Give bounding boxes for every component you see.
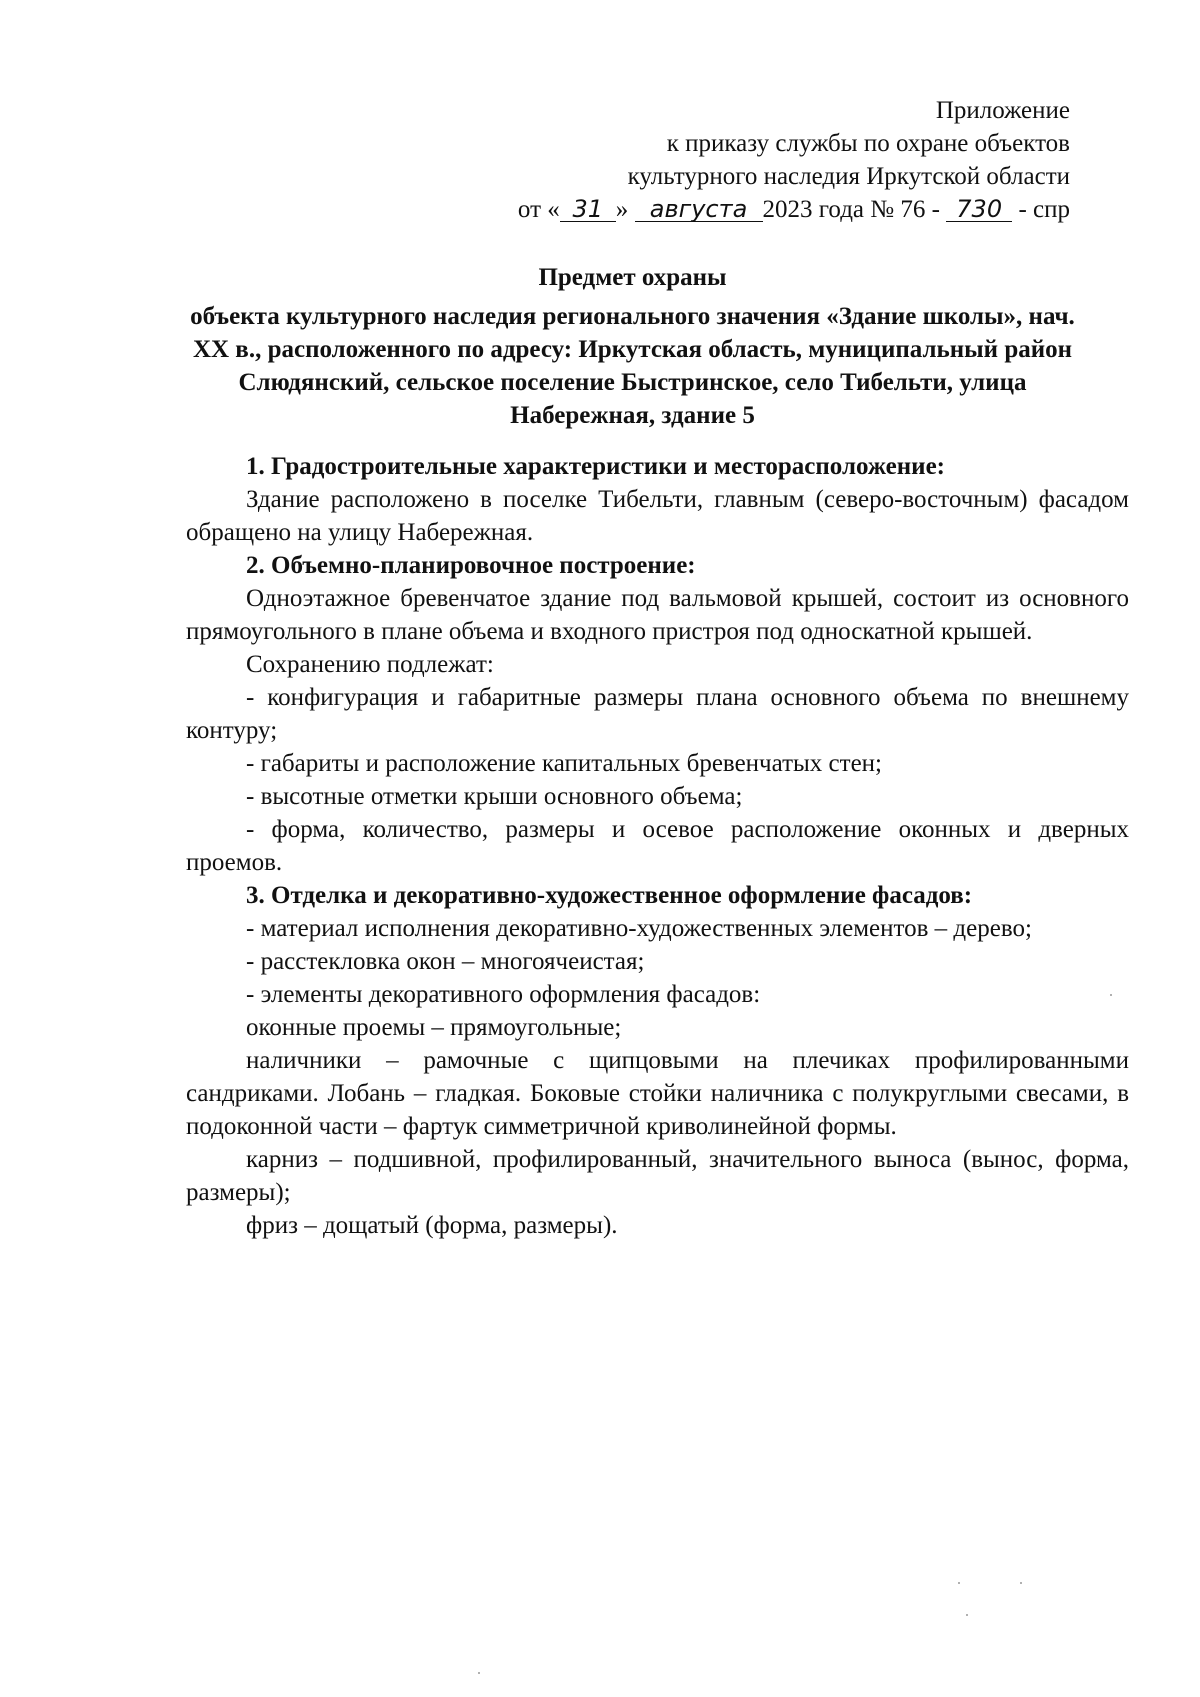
appendix-label: Приложение xyxy=(935,97,1070,124)
date-day-handwritten: 31 xyxy=(560,197,616,222)
section-1-text: Здание расположено в поселке Тибельти, главным (северо-восточным) фасадом обращено на улицу Набережная. xyxy=(186,486,1129,546)
section-3-item: - материал исполнения декоративно-художественных элементов – дерево; xyxy=(246,915,1032,942)
scan-speck xyxy=(958,1582,960,1584)
section-2-item: - высотные отметки крыши основного объема; xyxy=(246,783,743,810)
section-2-text: Одноэтажное бревенчатое здание под вальмовой крышей, состоит из основного прямоугольного в плане объема и входного пристроя под односкатной крышей. xyxy=(186,585,1129,645)
scan-speck xyxy=(1020,1582,1022,1584)
section-3-item: оконные проемы – прямоугольные; xyxy=(246,1014,622,1041)
scan-speck xyxy=(966,1614,968,1616)
order-number-handwritten: 730 xyxy=(946,197,1012,222)
document-body xyxy=(186,450,1129,1242)
section-3-item: - расстекловка окон – многоячеистая; xyxy=(246,948,645,975)
section-2-heading: 2. Объемно-планировочное построение: xyxy=(246,552,696,579)
appendix-authority: культурного наследия Иркутской области xyxy=(627,163,1070,190)
section-2-item: - конфигурация и габаритные размеры плана основного объема по внешнему контуру; xyxy=(186,684,1129,744)
section-3-item: - элементы декоративного оформления фасадов: xyxy=(246,981,761,1008)
order-suffix: - спр xyxy=(1018,196,1070,223)
title-main: Предмет охраны xyxy=(538,264,727,291)
appendix-header xyxy=(518,94,1070,226)
scan-speck xyxy=(1110,994,1112,996)
date-prefix: от « xyxy=(517,196,560,223)
date-mid: » xyxy=(615,196,629,223)
date-year-text: 2023 года № 76 - xyxy=(762,196,940,223)
section-3-item: наличники – рамочные с щипцовыми на плечиках профилированными сандриками. Лобань – гладкая. Боковые стойки наличника с полукруглыми свесами, в подоконной части – фартук симметричной криволинейной формы. xyxy=(186,1047,1129,1140)
section-3-item: фриз – дощатый (форма, размеры). xyxy=(246,1212,618,1239)
section-3-item: карниз – подшивной, профилированный, значительного выноса (вынос, форма, размеры); xyxy=(186,1146,1129,1206)
appendix-date-line xyxy=(518,193,1070,226)
scan-speck xyxy=(478,1672,480,1674)
date-month-handwritten: августа xyxy=(635,197,763,222)
section-1-heading: 1. Градостроительные характеристики и месторасположение: xyxy=(246,453,945,480)
section-2-preserve-label: Сохранению подлежат: xyxy=(246,651,494,678)
section-2-item: - габариты и расположение капитальных бревенчатых стен; xyxy=(246,750,882,777)
title-subtitle: объекта культурного наследия регионального значения «Здание школы», нач. XX в., расположенного по адресу: Иркутская область, муниципальный район Слюдянский, сельское поселение Быстринское, село Тибельти, улица Набережная, здание 5 xyxy=(190,303,1075,429)
section-2-item: - форма, количество, размеры и осевое расположение оконных и дверных проемов. xyxy=(186,816,1129,876)
document-title xyxy=(180,261,1085,432)
appendix-order-ref: к приказу службы по охране объектов xyxy=(666,130,1070,157)
section-3-heading: 3. Отделка и декоративно-художественное оформление фасадов: xyxy=(246,882,973,909)
